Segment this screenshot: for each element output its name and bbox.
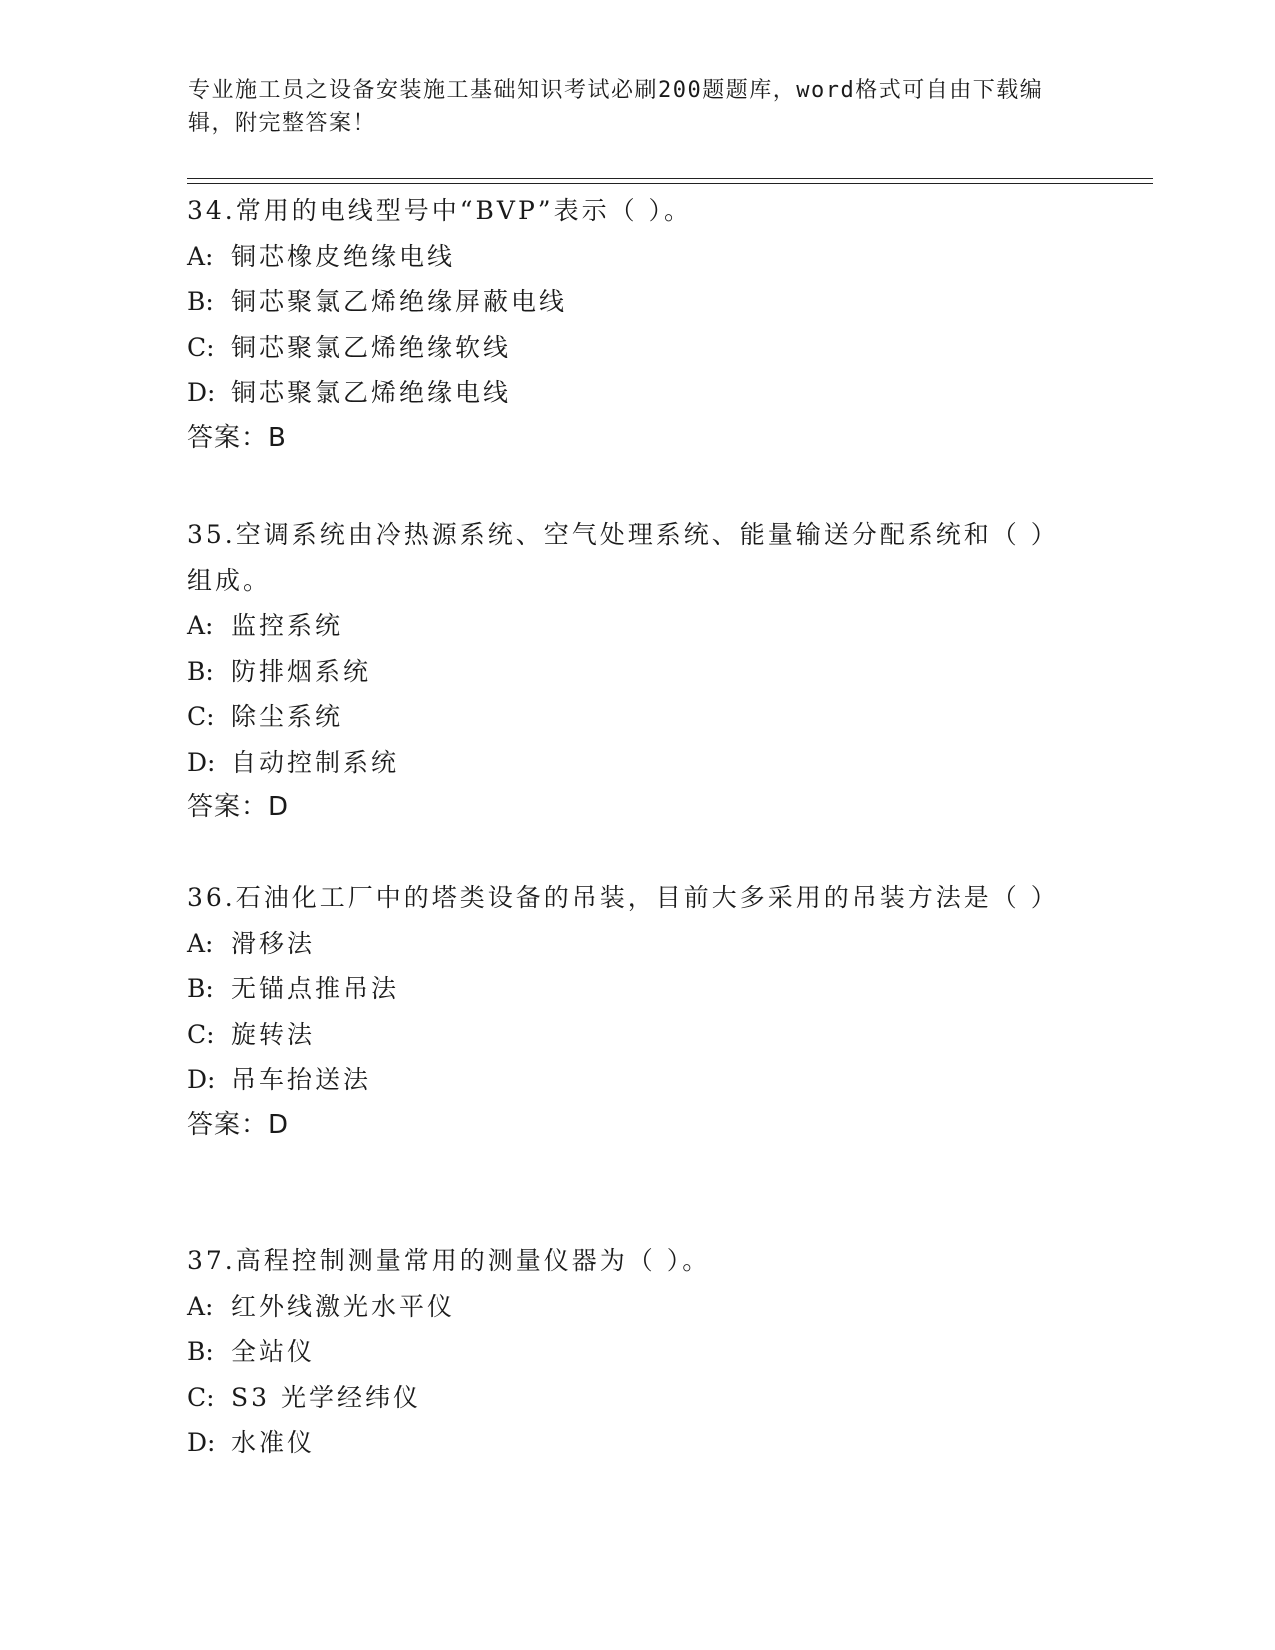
- option-text: 铜芯聚氯乙烯绝缘电线: [231, 378, 512, 407]
- option-text: 水准仪: [231, 1428, 316, 1457]
- option-d: [187, 1420, 1067, 1466]
- option-letter: D:: [187, 1428, 216, 1457]
- answer-line: 答案：B: [187, 422, 287, 453]
- option-text: 自动控制系统: [231, 747, 400, 777]
- option-b: [187, 649, 1067, 695]
- option-letter: D:: [187, 378, 216, 407]
- option-letter: C:: [187, 702, 215, 731]
- option-letter: A:: [187, 611, 214, 640]
- option-a: [187, 1284, 1067, 1330]
- question-37: [187, 1238, 1067, 1466]
- option-letter: C:: [187, 1382, 215, 1412]
- option-c: [187, 694, 1067, 740]
- option-text: 防排烟系统: [231, 656, 372, 686]
- option-d: [187, 1057, 1067, 1103]
- option-text: 无锚点推吊法: [231, 974, 400, 1003]
- question-36: [187, 875, 1067, 1148]
- document-header: 专业施工员之设备安装施工基础知识考试必刷200题题库，word格式可自由下载编辑，附完整答案！: [188, 78, 1044, 136]
- option-letter: B:: [187, 287, 214, 316]
- answer-line: 答案：D: [187, 792, 290, 822]
- option-letter: B:: [187, 974, 214, 1003]
- option-b: [187, 966, 1067, 1012]
- option-letter: D:: [187, 1065, 216, 1094]
- question-stem: 36.石油化工厂中的塔类设备的吊装，目前大多采用的吊装方法是（ ）: [187, 883, 1059, 912]
- option-c: [187, 325, 1067, 371]
- question-stem: 37.高程控制测量常用的测量仪器为（ ）。: [187, 1246, 711, 1275]
- option-a: [187, 603, 1067, 649]
- option-c: [187, 1012, 1067, 1058]
- question-stem: 34.常用的电线型号中“BVP”表示（ ）。: [187, 196, 693, 225]
- question-35: [187, 512, 1067, 831]
- option-letter: C:: [187, 1019, 215, 1049]
- option-b: [187, 1329, 1067, 1375]
- option-text: 吊车抬送法: [231, 1065, 372, 1094]
- option-letter: A:: [187, 241, 214, 271]
- option-text: 监控系统: [231, 611, 344, 640]
- option-letter: B:: [187, 1337, 214, 1366]
- option-text: 全站仪: [231, 1337, 316, 1366]
- option-text: 除尘系统: [231, 702, 344, 731]
- option-letter: D:: [187, 747, 216, 777]
- header-divider-bottom: [187, 183, 1153, 184]
- option-a: [187, 234, 1067, 280]
- option-text: 旋转法: [231, 1019, 316, 1049]
- answer-line: 答案：D: [187, 1109, 290, 1140]
- option-text: 滑移法: [231, 928, 316, 958]
- option-b: [187, 279, 1067, 325]
- option-d: [187, 740, 1067, 786]
- question-34: [187, 188, 1067, 461]
- option-text: 铜芯聚氯乙烯绝缘软线: [231, 332, 512, 362]
- option-letter: B:: [187, 656, 214, 686]
- option-text: 铜芯橡皮绝缘电线: [231, 241, 456, 271]
- option-d: [187, 370, 1067, 416]
- header-divider-top: [187, 178, 1153, 179]
- option-text: S3 光学经纬仪: [231, 1382, 421, 1412]
- option-letter: A:: [187, 928, 214, 958]
- option-text: 红外线激光水平仪: [231, 1291, 456, 1321]
- option-letter: C:: [187, 332, 215, 362]
- option-letter: A:: [187, 1291, 214, 1321]
- option-a: [187, 921, 1067, 967]
- question-stem: 35.空调系统由冷热源系统、空气处理系统、能量输送分配系统和（ ）组成。: [187, 520, 1047, 595]
- option-text: 铜芯聚氯乙烯绝缘屏蔽电线: [231, 287, 568, 316]
- option-c: [187, 1375, 1067, 1421]
